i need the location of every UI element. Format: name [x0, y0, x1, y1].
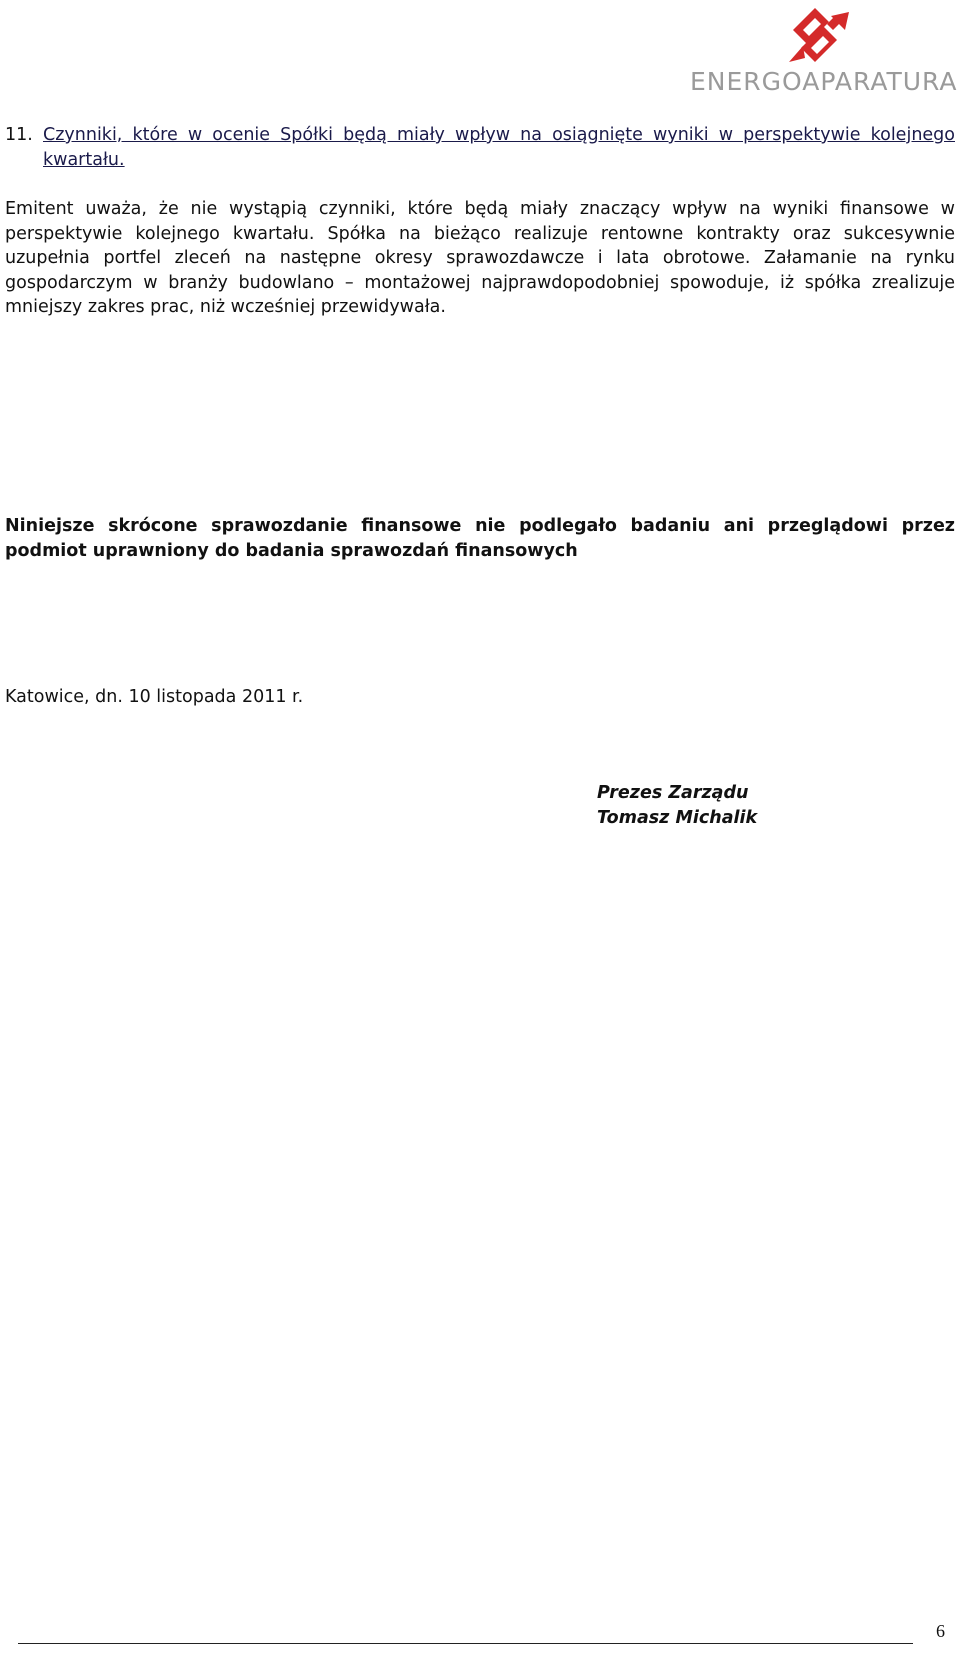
audit-note: Niniejsze skrócone sprawozdanie finansowe nie podlegało badaniu ani przeglądowi przez podmiot uprawniony do badania sprawozdań finansowych: [5, 516, 955, 561]
section-title: Czynniki, które w ocenie Spółki będą miały wpływ na osiągnięte wyniki w perspektywie kolejnego kwartału.: [43, 125, 955, 170]
signatory-role: Prezes Zarządu: [597, 783, 749, 803]
energoaparatura-logo-icon: [785, 6, 851, 68]
company-logo: [690, 6, 958, 96]
logo-wordmark: ENERGOAPARATURA: [690, 67, 958, 96]
signatory-name: Tomasz Michalik: [597, 807, 758, 828]
signature-block: [597, 781, 757, 830]
section-number: 11.: [5, 125, 33, 145]
section-11-heading: [5, 123, 955, 172]
page-number: 6: [936, 1621, 945, 1641]
footer-rule: [18, 1643, 913, 1644]
section-11-body: Emitent uważa, że nie wystąpią czynniki, które będą miały znaczący wpływ na wyniki finansowe w perspektywie kolejnego kwartału. Spółka na bieżąco realizuje rentowne kontrakty oraz sukcesywnie uzupełnia portfel zleceń na następne okresy sprawozdawcze i lata obrotowe. Załamanie na rynku gospodarczym w branży budowlano – montażowej najprawdopodobniej spowoduje, iż spółka zrealizuje mniejszy zakres prac, niż wcześniej przewidywała.: [5, 199, 955, 317]
place-and-date: Katowice, dn. 10 listopada 2011 r.: [5, 687, 304, 707]
